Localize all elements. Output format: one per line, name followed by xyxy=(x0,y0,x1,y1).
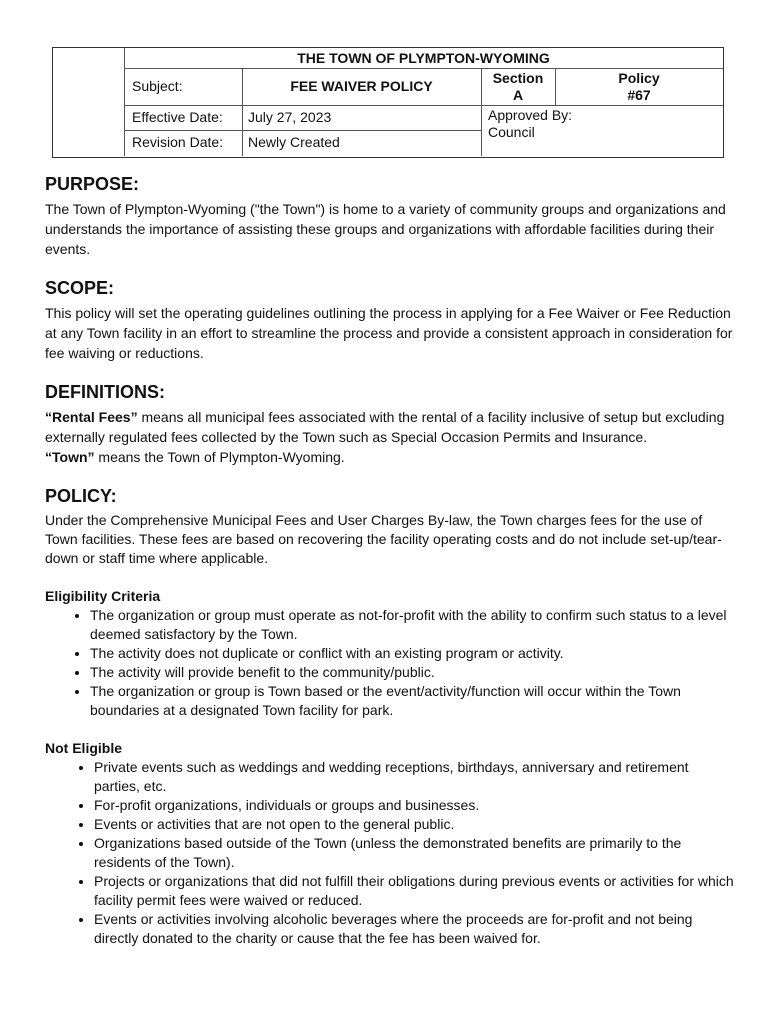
list-item: • The organization or group must operate as not-for-profit with the ability to confirm such status to a level deemed satisfactory by the Town. xyxy=(90,606,735,644)
subject-label: Subject: xyxy=(132,78,183,94)
divider xyxy=(481,105,723,106)
list-item: • Events or activities that are not open to the general public. xyxy=(94,815,735,834)
purpose-heading: PURPOSE: xyxy=(45,174,140,194)
list-item: • Events or activities involving alcoholic beverages where the proceeds are for-profit and not being directly donated to the charity or cause that the fee has been waived for. xyxy=(94,910,735,948)
subject-value: FEE WAIVER POLICY xyxy=(290,78,433,94)
list-item: • For-profit organizations, individuals or groups and businesses. xyxy=(94,796,735,815)
section-label: Section xyxy=(492,70,544,86)
approved-by-label: Approved By: xyxy=(488,107,573,123)
definition-text: means all municipal fees associated with the rental of a facility inclusive of setup but excluding externally regulated fees collected by the Town such as Special Occasion Permits and Insurance. xyxy=(45,409,725,445)
list-item: • Projects or organizations that did not fulfill their obligations during previous events or activities for which facility permit fees were waived or reduced. xyxy=(94,872,735,910)
purpose-section xyxy=(45,173,735,259)
definition-text: means the Town of Plympton-Wyoming. xyxy=(94,449,345,465)
revision-date-label: Revision Date: xyxy=(132,134,224,150)
definitions-section xyxy=(45,381,735,467)
policy-section xyxy=(45,485,735,568)
section-value: A xyxy=(512,87,524,103)
revision-date-value: Newly Created xyxy=(248,134,340,150)
eligibility-list xyxy=(45,606,735,720)
policy-body xyxy=(45,173,735,966)
list-item: • Organizations based outside of the Town (unless the demonstrated benefits are primarily to the residents of the Town). xyxy=(94,834,735,872)
policy-label: Policy xyxy=(618,70,660,86)
policy-header-table xyxy=(52,47,724,158)
purpose-text: The Town of Plympton-Wyoming ("the Town") is home to a variety of community groups and organizations and understands the importance of assisting these groups and organizations with affordable facilities during their events. xyxy=(45,201,726,257)
list-item: • Private events such as weddings and wedding receptions, birthdays, anniversary and retirement parties, etc. xyxy=(94,758,735,796)
definition-town xyxy=(45,447,735,467)
list-item: • The activity does not duplicate or conflict with an existing program or activity. xyxy=(90,644,735,663)
policy-number: #67 xyxy=(627,87,651,103)
effective-date-label: Effective Date: xyxy=(132,109,223,125)
policy-heading: POLICY: xyxy=(45,486,117,506)
effective-date-value: July 27, 2023 xyxy=(248,109,332,125)
policy-text: Under the Comprehensive Municipal Fees and User Charges By-law, the Town charges fees for the use of Town facilities. These fees are based on recovering the facility operating costs and do not include set-up/tear-down or staff time where applicable. xyxy=(45,512,722,566)
scope-heading: SCOPE: xyxy=(45,278,115,298)
definitions-heading: DEFINITIONS: xyxy=(45,382,165,402)
list-item: • The organization or group is Town based or the event/activity/function will occur within the Town boundaries at a designated Town facility for park. xyxy=(90,682,735,720)
scope-text: This policy will set the operating guidelines outlining the process in applying for a Fee Waiver or Fee Reduction at any Town facility in an effort to streamline the process and provide a consistent approach in consideration for fee waiving or reductions. xyxy=(45,305,733,361)
eligibility-heading: Eligibility Criteria xyxy=(45,588,161,604)
list-item: • The activity will provide benefit to the community/public. xyxy=(90,663,735,682)
scope-section xyxy=(45,277,735,363)
approved-by-value: Council xyxy=(488,124,535,140)
logo-cell xyxy=(53,48,125,156)
not-eligible-heading: Not Eligible xyxy=(45,740,122,756)
not-eligible-list xyxy=(45,758,735,948)
not-eligible-section xyxy=(45,738,735,948)
divider xyxy=(124,130,481,131)
divider xyxy=(124,105,481,106)
definition-term: “Town” xyxy=(45,449,95,465)
definition-term: “Rental Fees” xyxy=(45,409,138,425)
definition-rental-fees xyxy=(45,407,735,447)
town-title: THE TOWN OF PLYMPTON-WYOMING xyxy=(124,48,723,69)
eligibility-section xyxy=(45,586,735,720)
